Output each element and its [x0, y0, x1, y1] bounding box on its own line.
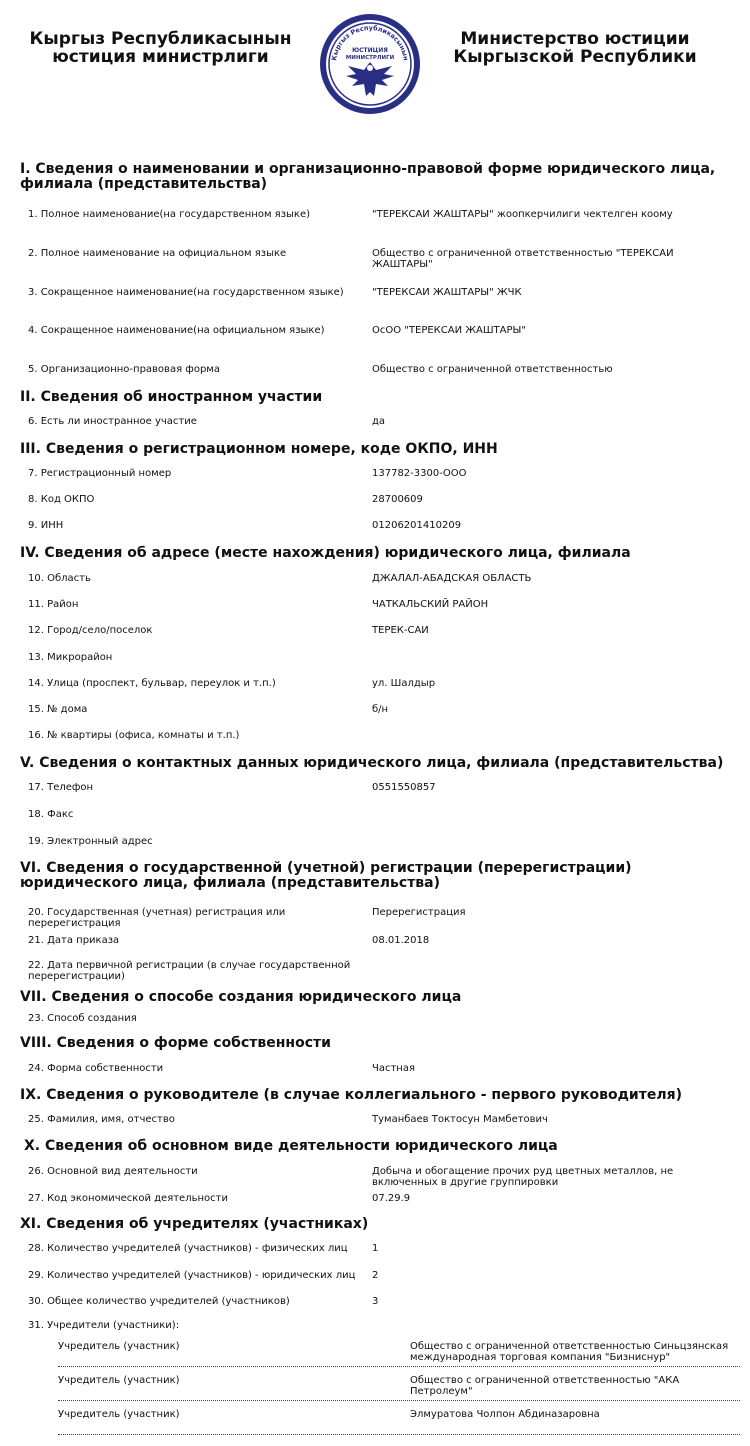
field-label: 6. Есть ли иностранное участие [28, 416, 197, 427]
field-value: Общество с ограниченной ответственностью "ТЕРЕКСАИ ЖАШТАРЫ" [372, 248, 674, 270]
section-1-heading: I. Сведения о наименовании и организационно-правовой форме юридического лица, филиала (представительства) [20, 161, 716, 192]
field-label: 15. № дома [28, 704, 88, 715]
field-value: Частная [372, 1063, 415, 1074]
founder-name: Общество с ограниченной ответственностью "АКА Петролеум" [410, 1375, 680, 1397]
field-label: 14. Улица (проспект, бульвар, переулок и т.п.) [28, 678, 276, 689]
field-label: 16. № квартиры (офиса, комнаты и т.п.) [28, 730, 240, 741]
section-7-heading: VII. Сведения о способе создания юридического лица [20, 989, 462, 1005]
section-3-heading: III. Сведения о регистрационном номере, коде ОКПО, ИНН [20, 441, 498, 457]
field-label: 20. Государственная (учетная) регистрация или перерегистрация [28, 907, 286, 929]
section-5-heading: V. Сведения о контактных данных юридического лица, филиала (представительства) [20, 755, 724, 771]
field-label: 5. Организационно-правовая форма [28, 364, 220, 375]
field-label: 10. Область [28, 573, 91, 584]
field-value: 0551550857 [372, 782, 436, 793]
header-right-line2: Кыргызской Республики [453, 47, 697, 67]
field-value: 3 [372, 1296, 379, 1307]
field-value: 07.29.9 [372, 1193, 411, 1204]
field-label: 21. Дата приказа [28, 935, 120, 946]
field-value: б/н [372, 704, 389, 715]
field-label: 3. Сокращенное наименование(на государственном языке) [28, 287, 344, 298]
founder-label: Учредитель (участник) [58, 1409, 180, 1420]
header-left-line2: юстиция министрлиги [52, 47, 269, 67]
section-9-heading: IX. Сведения о руководителе (в случае коллегиального - первого руководителя) [20, 1087, 682, 1103]
field-value: Общество с ограниченной ответственностью [372, 364, 613, 375]
field-value: 137782-3300-ООО [372, 468, 467, 479]
field-label: 22. Дата первичной регистрации (в случае государственной перерегистрации) [28, 960, 351, 982]
field-label: 30. Общее количество учредителей (участников) [28, 1296, 290, 1307]
field-value: ул. Шалдыр [372, 678, 436, 689]
field-label: 9. ИНН [28, 520, 64, 531]
field-label: 28. Количество учредителей (участников) - физических лиц [28, 1243, 348, 1254]
founder-label: Учредитель (участник) [58, 1375, 180, 1386]
section-11-heading: XI. Сведения об учредителях (участниках) [20, 1216, 369, 1232]
field-label: 25. Фамилия, имя, отчество [28, 1114, 175, 1125]
section-6-heading: VI. Сведения о государственной (учетной) регистрации (перерегистрации) юридического лица, филиала (представительства) [20, 860, 632, 891]
field-value: ЧАТКАЛЬСКИЙ РАЙОН [372, 599, 489, 610]
field-value: "ТЕРЕКСАИ ЖАШТАРЫ" ЖЧК [372, 287, 522, 298]
field-label: 29. Количество учредителей (участников) - юридических лиц [28, 1270, 356, 1281]
founder-row [58, 1401, 740, 1435]
field-label: 23. Способ создания [28, 1013, 137, 1024]
field-label: 26. Основной вид деятельности [28, 1166, 198, 1177]
founder-row [58, 1367, 740, 1401]
field-label: 27. Код экономической деятельности [28, 1193, 228, 1204]
field-value: 08.01.2018 [372, 935, 430, 946]
field-value: ДЖАЛАЛ-АБАДСКАЯ ОБЛАСТЬ [372, 573, 532, 584]
header-right-title [440, 30, 710, 66]
field-value: 28700609 [372, 494, 423, 505]
field-label: 12. Город/село/поселок [28, 625, 153, 636]
field-label: 2. Полное наименование на официальном языке [28, 248, 287, 259]
field-label: 1. Полное наименование(на государственном языке) [28, 209, 310, 220]
ministry-emblem-icon [318, 12, 422, 116]
header-left-line1: Кыргыз Республикасынын [29, 29, 292, 49]
field-value: ТЕРЕК-САИ [372, 625, 429, 636]
field-label: 18. Факс [28, 809, 74, 820]
field-value: 01206201410209 [372, 520, 462, 531]
field-value: Перерегистрация [372, 907, 466, 918]
header-left-title [18, 30, 303, 66]
field-label: 4. Сокращенное наименование(на официальном языке) [28, 325, 325, 336]
section-10-heading: X. Сведения об основном виде деятельности юридического лица [24, 1138, 558, 1154]
founders-list [58, 1333, 740, 1435]
field-value: 2 [372, 1270, 379, 1281]
founder-name: Элмуратова Чолпон Абдиназаровна [410, 1409, 600, 1420]
field-value: ОсОО "ТЕРЕКСАИ ЖАШТАРЫ" [372, 325, 526, 336]
field-value: да [372, 416, 386, 427]
field-label: 8. Код ОКПО [28, 494, 95, 505]
field-label: 31. Учредители (участники): [28, 1320, 180, 1331]
header-right-line1: Министерство юстиции [460, 29, 690, 49]
field-label: 7. Регистрационный номер [28, 468, 172, 479]
field-label: 24. Форма собственности [28, 1063, 164, 1074]
founder-label: Учредитель (участник) [58, 1341, 180, 1352]
field-label: 19. Электронный адрес [28, 836, 153, 847]
field-value: Туманбаев Токтосун Мамбетович [372, 1114, 548, 1125]
field-value: "ТЕРЕКСАИ ЖАШТАРЫ" жоопкерчилиги чектелген коому [372, 209, 673, 220]
emblem-text-1: ЮСТИЦИЯ [352, 47, 388, 54]
field-label: 13. Микрорайон [28, 652, 113, 663]
emblem-text-2: МИНИСТРЛИГИ [345, 55, 395, 61]
field-label: 11. Район [28, 599, 79, 610]
section-2-heading: II. Сведения об иностранном участии [20, 389, 323, 405]
field-label: 17. Телефон [28, 782, 94, 793]
section-4-heading: IV. Сведения об адресе (месте нахождения) юридического лица, филиала [20, 545, 631, 561]
founder-name: Общество с ограниченной ответственностью Синьцзянская международная торговая компания "Бизниснур" [410, 1341, 729, 1363]
section-8-heading: VIII. Сведения о форме собственности [20, 1035, 331, 1051]
document-header [0, 0, 750, 140]
founder-row [58, 1333, 740, 1367]
field-value: 1 [372, 1243, 379, 1254]
emblem-arc-text: Кыргыз Республикасынын [330, 23, 410, 62]
field-value: Добыча и обогащение прочих руд цветных металлов, не включенных в другие группировки [372, 1166, 674, 1188]
